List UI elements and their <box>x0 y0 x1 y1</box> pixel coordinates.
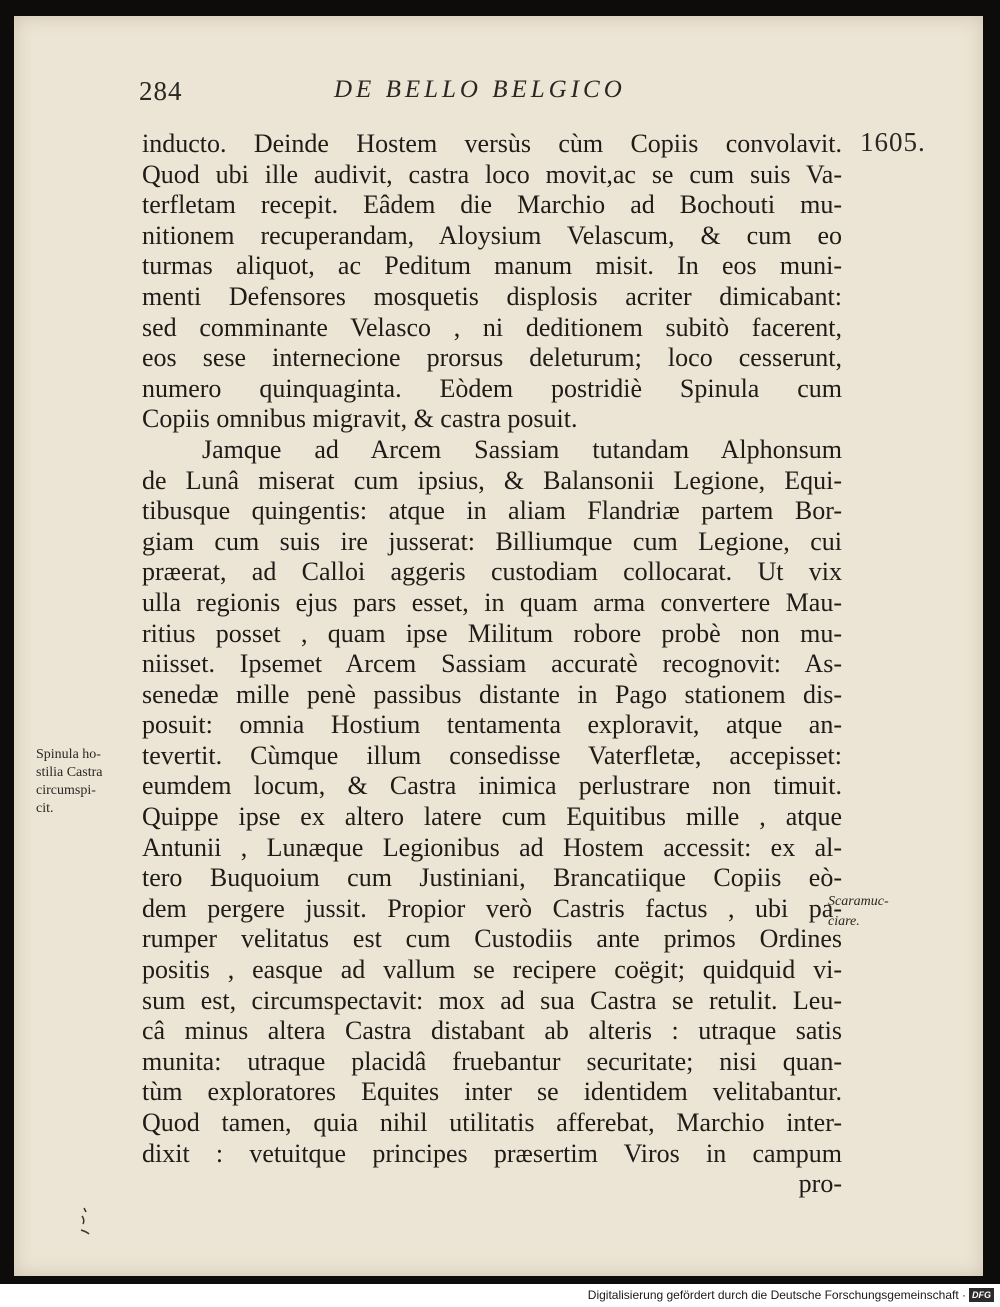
text-line: sum est, circumspectavit: mox ad sua Castra se retulit. Leu- <box>142 985 842 1015</box>
running-head: DE BELLO BELGICO <box>334 76 626 103</box>
text-line: Quod tamen, quia nihil utilitatis afferebat, Marchio inter- <box>142 1108 842 1137</box>
page-number: 284 <box>139 76 183 106</box>
digitization-footer <box>0 1284 1000 1307</box>
text-line: sed comminante Velasco , ni deditionem subitò facerent, <box>142 312 842 342</box>
text-line: giam cum suis ire jusserat: Billiumque cum Legione, cui <box>142 526 842 556</box>
text-line: dem pergere jussit. Propior verò Castris factus , ubi pa- <box>142 893 842 923</box>
text-line: turmas aliquot, ac Peditum manum misit. In eos muni- <box>142 251 842 281</box>
text-line: tùm exploratores Equites inter se identidem velitabantur. <box>142 1077 842 1107</box>
body-text <box>142 129 842 1200</box>
text-line: tero Buquoium cum Justiniani, Brancatiique Copiis eò- <box>142 863 842 893</box>
text-line: posuit: omnia Hostium tentamenta exploravit, atque an- <box>142 710 842 740</box>
margin-note-line: cit. <box>36 801 54 816</box>
book-page <box>14 16 983 1276</box>
margin-note-line: circumspi- <box>36 783 96 798</box>
catchword: pro- <box>798 1169 842 1199</box>
margin-note-line: stilia Castra <box>36 765 103 780</box>
text-line: Copiis omnibus migravit, & castra posuit. <box>142 404 578 434</box>
text-line: inducto. Deinde Hostem versùs cùm Copiis convolavit. <box>142 129 842 158</box>
text-line: tibusque quingentis: atque in aliam Flandriæ partem Bor- <box>142 496 842 526</box>
margin-note-right <box>828 892 938 932</box>
text-line: tevertit. Cùmque illum consedisse Vaterfletæ, accepisset: <box>142 740 842 770</box>
text-line: ritius posset , quam ipse Militum robore probè non mu- <box>142 618 842 648</box>
year-marginal: 1605. <box>860 127 926 157</box>
margin-note-line: Scaramuc- <box>828 894 889 909</box>
margin-note-left <box>36 746 146 818</box>
text-line: ulla regionis ejus pars esset, in quam arma convertere Mau- <box>142 587 842 617</box>
text-line: dixit : vetuitque principes præsertim Viros in campum <box>142 1138 842 1168</box>
text-line: numero quinquaginta. Eòdem postridiè Spinula cum <box>142 373 842 403</box>
text-line: eumdem locum, & Castra inimica perlustrare non timuit. <box>142 771 842 801</box>
text-line: munita: utraque placidâ fruebantur securitate; nisi quan- <box>142 1046 842 1076</box>
text-line: eos sese internecione prorsus deleturum; loco cesserunt, <box>142 343 842 373</box>
text-line: Jamque ad Arcem Sassiam tutandam Alphonsum <box>202 434 842 464</box>
text-line: præerat, ad Calloi aggeris custodiam collocarat. Ut vix <box>142 557 842 587</box>
text-line: Quippe ipse ex altero latere cum Equitibus mille , atque <box>142 802 842 832</box>
margin-note-line: Spinula ho- <box>36 747 101 762</box>
text-line: rumper velitatus est cum Custodiis ante primos Ordines <box>142 924 842 954</box>
margin-note-line: ciare. <box>828 914 860 929</box>
text-line: nitionem recuperandam, Aloysium Velascum, & cum eo <box>142 220 842 250</box>
text-line: câ minus altera Castra distabant ab alteris : utraque satis <box>142 1016 842 1046</box>
text-line: niisset. Ipsemet Arcem Sassiam accuratè recognovit: As- <box>142 649 842 679</box>
text-line: senedæ mille penè passibus distante in Pago stationem dis- <box>142 679 842 709</box>
text-line: terfletam recepit. Eâdem die Marchio ad Bochouti mu- <box>142 190 842 220</box>
text-line: de Lunâ miserat cum ipsius, & Balansonii Legione, Equi- <box>142 465 842 495</box>
funding-credit: Digitalisierung gefördert durch die Deutsche Forschungsgemeinschaft · <box>587 1288 966 1302</box>
text-line: Antunii , Lunæque Legionibus ad Hostem accessit: ex al- <box>142 832 842 862</box>
text-line: Quod ubi ille audivit, castra loco movit,ac se cum suis Va- <box>142 159 842 189</box>
ink-smudge-icon <box>78 1206 92 1236</box>
dfg-logo-icon: DFG <box>969 1288 994 1302</box>
text-line: menti Defensores mosquetis displosis acriter dimicabant: <box>142 281 842 311</box>
text-line: positis , easque ad vallum se recipere coëgit; quidquid vi- <box>142 955 842 985</box>
